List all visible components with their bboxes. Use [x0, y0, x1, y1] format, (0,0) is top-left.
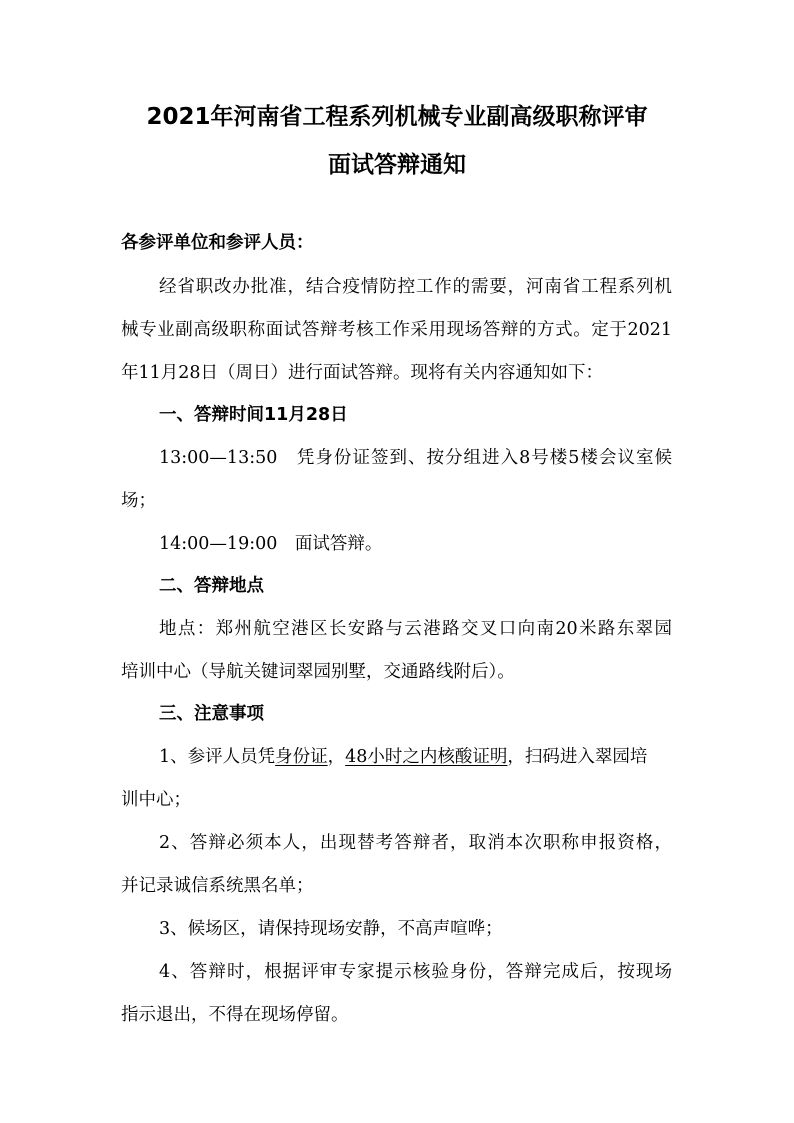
note1-prefix: 1、参评人员凭: [159, 747, 276, 767]
note1-line1: [159, 744, 647, 770]
section2-heading: 二、答辩地点: [159, 576, 264, 596]
section1-item1-line2: 场；: [121, 491, 156, 511]
salutation: 各参评单位和参评人员：: [121, 233, 314, 253]
section3-heading: 三、注意事项: [159, 704, 264, 724]
section1-item2: 14:00—19:00 面试答辩。: [159, 534, 383, 554]
section1-heading: 一、答辩时间11月28日: [159, 405, 348, 425]
note1-suffix: ，扫码进入翠园培: [507, 747, 648, 767]
document-title-line2: 面试答辩通知: [328, 152, 466, 178]
intro-line-3: 年11月28日（周日）进行面试答辩。现将有关内容通知如下：: [121, 363, 604, 383]
note3: 3、候场区，请保持现场安静，不高声喧哗；: [159, 919, 503, 939]
note2-line2: 并记录诚信系统黑名单；: [121, 876, 314, 896]
note1-nucleic-test: 48小时之内核酸证明: [345, 747, 508, 767]
note2-line1: 2、答辩必须本人，出现替考答辩者，取消本次职称申报资格，: [159, 833, 672, 853]
document-title-line1: 2021年河南省工程系列机械专业副高级职称评审: [146, 104, 648, 130]
note4-line2: 指示退出，不得在现场停留。: [121, 1005, 349, 1025]
section2-line1: 地点：郑州航空港区长安路与云港路交叉口向南20米路东翠园: [159, 619, 672, 639]
intro-line-1: 经省职改办批准，结合疫情防控工作的需要，河南省工程系列机: [159, 277, 672, 297]
note1-mid: ，: [327, 747, 346, 767]
section2-line2: 培训中心（导航关键词翠园别墅，交通路线附后）。: [121, 662, 515, 682]
note1-line2: 训中心；: [121, 790, 191, 810]
intro-line-2: 械专业副高级职称面试答辩考核工作采用现场答辩的方式。定于2021: [121, 320, 672, 340]
note1-id-card: 身份证: [275, 747, 328, 767]
section1-item1-line1: 13:00—13:50 凭身份证签到、按分组进入8号楼5楼会议室候: [159, 448, 672, 468]
note4-line1: 4、答辩时，根据评审专家提示核验身份，答辩完成后，按现场: [159, 962, 672, 982]
